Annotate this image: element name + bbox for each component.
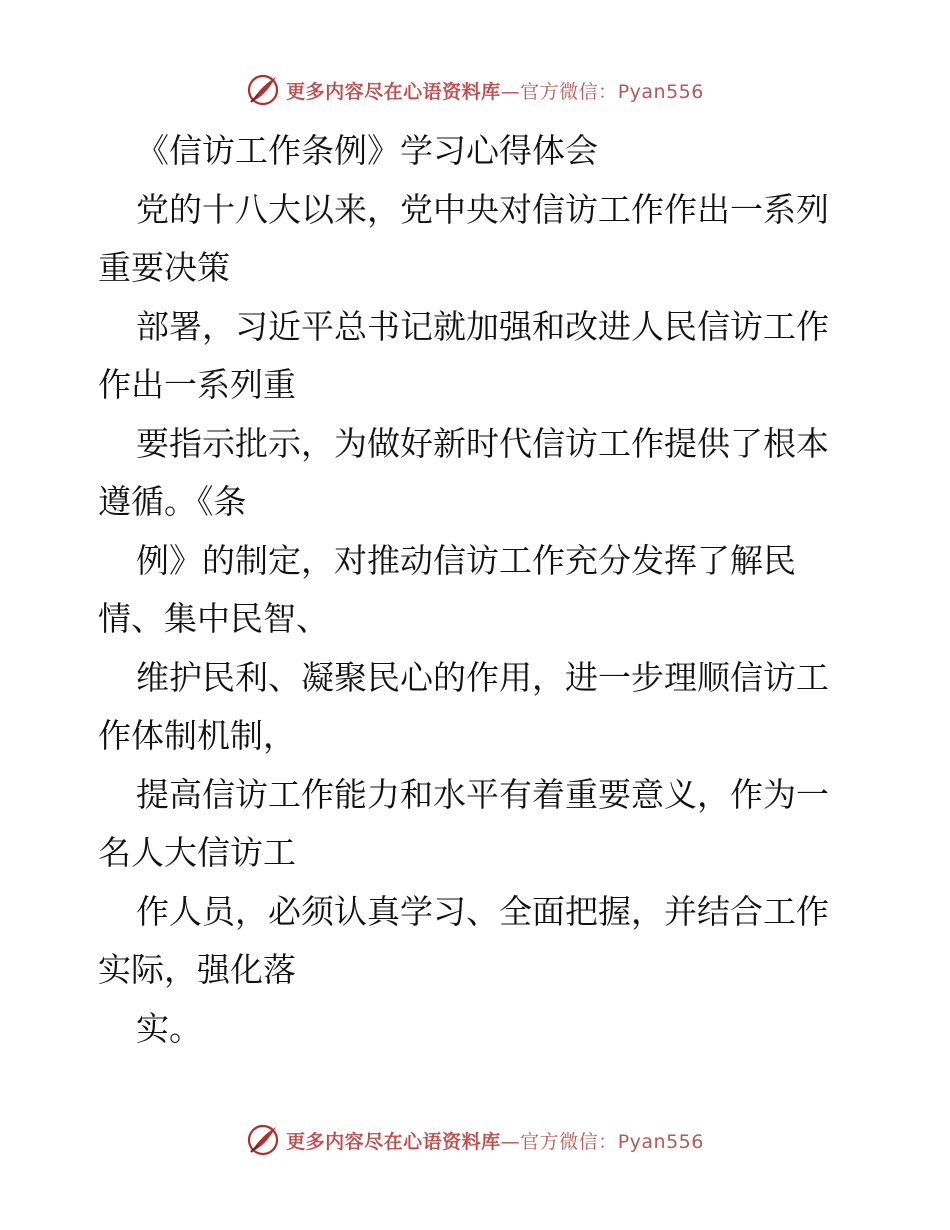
document-line: 维护民利、凝聚民心的作用，进一步理顺信访工 — [136, 657, 829, 697]
header-banner — [0, 70, 950, 110]
document-line: 党的十八大以来，党中央对信访工作作出一系列 — [136, 189, 829, 229]
header-wechat-id: Pyan556 — [617, 80, 704, 103]
document-line: 提高信访工作能力和水平有着重要意义，作为一 — [136, 774, 829, 814]
document-line: 例》的制定，对推动信访工作充分发挥了解民 — [136, 540, 796, 580]
document-line: 情、集中民智、 — [98, 599, 329, 638]
footer-text — [286, 1127, 704, 1154]
footer-banner — [0, 1120, 950, 1160]
document-line: 遵循。《条 — [98, 482, 247, 521]
document-line: 作人员，必须认真学习、全面把握，并结合工作 — [136, 891, 829, 931]
document-line: 作体制机制， — [98, 716, 296, 755]
footer-site-text: 更多内容尽在心语资料库 — [286, 1130, 501, 1153]
quill-pen-logo-icon — [246, 1123, 280, 1157]
header-text — [286, 77, 704, 104]
document-line: 重要决策 — [98, 248, 230, 287]
header-site-text: 更多内容尽在心语资料库 — [286, 80, 501, 103]
footer-wechat-id: Pyan556 — [617, 1130, 704, 1153]
document-line: 要指示批示，为做好新时代信访工作提供了根本 — [136, 423, 829, 463]
document-line: 作出一系列重 — [98, 365, 296, 404]
footer-wechat-label: 官方微信： — [520, 1130, 618, 1153]
quill-pen-logo-icon — [246, 73, 280, 107]
document-line: 实。 — [136, 1008, 202, 1048]
document-line: 部署，习近平总书记就加强和改进人民信访工作 — [136, 306, 829, 346]
footer-dash: — — [500, 1130, 521, 1153]
header-dash: — — [500, 80, 521, 103]
document-line: 实际，强化落 — [98, 950, 296, 989]
header-wechat-label: 官方微信： — [520, 80, 618, 103]
document-title: 《信访工作条例》学习心得体会 — [136, 131, 598, 170]
document-body — [98, 122, 858, 1058]
document-line: 名人大信访工 — [98, 833, 296, 872]
